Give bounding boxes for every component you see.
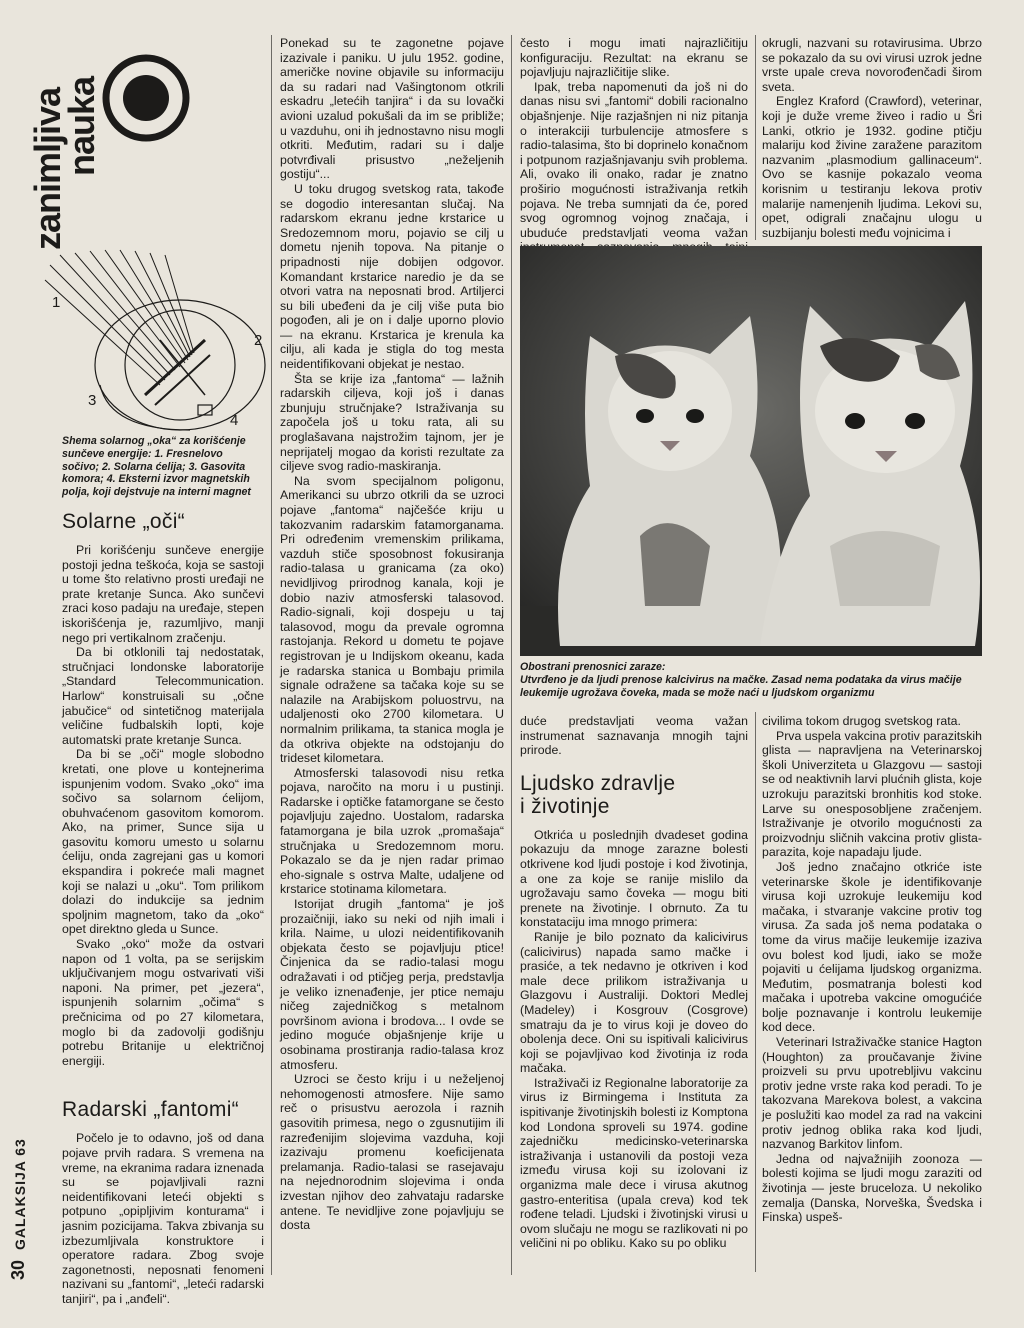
paragraph: okrugli, nazvani su rotavirusima. Ubrzo se pokazalo da su ovi virusi uzrok jedne vrste upale creva novorođenčadi širom sveta. — [762, 36, 982, 94]
paragraph: Jedna od najvažnijih zoonoza — bolesti kojima se ljudi mogu zaraziti od životinja — jeste bruceloza. U nekoliko zemalja (Danska, Norveška, Švedska i Finska) uspeš- — [762, 1151, 982, 1225]
paragraph: često i mogu imati najrazličitiju konfiguraciju. Rezultat: na ekranu se pojavljuju najrazličitije slike. — [520, 36, 748, 80]
paragraph: Uzroci se često kriju i u neželjenoj nehomogenosti atmosfere. Nije samo reč o prisustvu aerozola i raznih gasovitih primesa, nego o zgusnutijim ili razređenijim slojevima vazduha, koji izazivaju promenu koeficijenata prelamanja. Radio-talasi se rasejavaju na nejednorodnim slojevima i onda izvestan njihov deo zahvataju radarske antene. Te nevidljive zone pojavljuju se dosta — [280, 1072, 504, 1233]
column-4-top — [762, 36, 982, 240]
paragraph: U toku drugog svetskog rata, takođe se dogodio interesantan slučaj. Na radarskom ekranu jedne krstarice u Sredozemnom moru, pojavio se cilj u dometu njenih topova. Na pitanje o pripadnosti nije dobijen odgovor. Komandant krstarice naredio je da se otvori vatra na neposnati brod. Artiljerci su bili ubeđeni da je cilj više puta bio pogođen, ali je on i dalje uporno plovio — na ekranu. Krstarica je krenula ka cilju, ali kada je stigla do tog mesta neidentifikovani objekat je nestao. — [280, 181, 504, 372]
column-3-top — [520, 36, 748, 240]
paragraph: Otkrića u poslednjih dvadeset godina pokazuju da mnoge zarazne bolesti otkrivene kod ljudi postoje i kod životinja, a one za koje se ranije mislilo da ugrožavaju samo čoveka — mogu biti prenete na životinje. I obrnuto. Za tu konstataciju ima mnogo primera: — [520, 827, 748, 930]
kittens-photo — [520, 246, 982, 656]
magazine-name: GALAKSIJA 63 — [12, 1138, 28, 1250]
paragraph: Svako „oko“ može da ostvari napon od 1 volta, pa se serijskim uključivanjem mogu ostvarivati viši naponi. Na primer, pet „jezera“, ispunjenih solarnim „očima“ s prečnicima od po 27 kilometara, moglo bi da zadovolji godišnju potrebu Britanije u električnoj energiji. — [62, 937, 264, 1068]
section-title — [27, 40, 102, 250]
diagram-label-2: 2 — [254, 332, 263, 349]
paragraph: duće predstavljati veoma važan instrumenat saznavanja mnogih tajni prirode. — [520, 714, 748, 758]
paragraph: Još jedno značajno otkriće iste veterinarske škole je identifikovanje virusa koji uzrokuje leukemiju kod mačaka, i stvaranje vakcine protiv tog virusa. Za sada još nema podataka o tome da virus mačije leukemije izaziva ovu bolest kod ljudi, iako se može pojaviti u ćelijama ljudskog organizma. Međutim, posmatranja bolesti kod mačaka i upotreba vakcine omogućiće bolje poznavanje i kontrolu leukemije kod dece. — [762, 859, 982, 1035]
diagram-label-3: 3 — [88, 392, 97, 409]
paragraph: Šta se krije iza „fantoma“ — lažnih radarskih ciljeva, koji još i danas zbunjuju stručnjake? Istraživanja su započela još u toku rata, ali su proglašavana najstrožim tajnom, jer je neprijatelj mogao da koristi rezultate za ciljeve svog radio-maskiranja. — [280, 371, 504, 474]
paragraph: Počelo je to odavno, još od dana pojave prvih radara. S vremena na vreme, na ekranima radara iznenada su se pojavljivali razni neidentifikovani leteći objekti s potpuno „opipljivim konturama“ i jasnim pozicijama. Takva zbivanja su izbezumljivala konstruktore i operatore radara. Zbog svoje zagonetnosti, neposnati fenomeni nazivani su „fantomi“, „leteći radarski tanjiri“, pa i „anđeli“. — [62, 1131, 264, 1306]
section-logo — [27, 40, 190, 250]
heading-line: Ljudsko zdravlje — [520, 771, 676, 795]
paragraph: Ponekad su te zagonetne pojave izazivale i paniku. U julu 1952. godine, američke novine objavile su informaciju da su radari nad Vašingtonom otkrili eskadru „letećih tanjira“ i da su lovački avioni uzalud pokušali da im se približe; u vazduhu, oni ih jednostavno nisu mogli otkriti. Međutim, radari su i dalje potvrđivali prisustvo „neželjenih gostiju“... — [280, 36, 504, 182]
photo-caption-text: Utvrđeno je da ljudi prenose kalcivirus na mačke. Zasad nema podataka da virus mačije leukemije ugrožava čoveka, mada se može naći u ljudskom organizmu — [520, 673, 962, 699]
diagram-label-1: 1 — [52, 294, 61, 311]
paragraph: Ipak, treba napomenuti da još ni do danas nisu svi „fantomi“ dobili racionalno objašnjenje. Nije razjašnjen ni niz pitanja o interakciji turbulencije atmosfere s radio-talasima, što bi doprinelo konačnom i potpunom razjašnjavanju svih problema. Ali, ovako ili onako, radar je znatno proširio mogućnosti istraživanja retkih pojava. Ne treba sumnjati da će, pored svog ogromnog vojnog značaja, i ubuduće predstavljati veoma važan — [520, 79, 748, 240]
heading-solar-eyes: Solarne „oči“ — [62, 510, 185, 533]
column-divider — [271, 35, 272, 1275]
diagram-caption: Shema solarnog „oka“ za korišćenje sunčeve energije: 1. Fresnelovo sočivo; 2. Solarna ćelija; 3. Gasovita komora; 4. Eksterni izvor magnetskih polja, koji dejstvuje na interni magnet — [62, 435, 251, 499]
column-divider — [755, 712, 756, 1272]
paragraph: Na svom specijalnom poligonu, Amerikanci su ubrzo otkrili da se uzroci pojave „fantoma“ najčešće kriju u takozvanim radarskim fatamorganama. Pri određenim vremenskim prilikama, vazduh stiče sposobnost fokusiranja radio-talasa u granicama (za oko) nevidljivog prirodnog kanala, koji je dobio naziv atmosferski talasovod. Radio-signali, koji dospeju u taj talasovod, mogu da prevale ogromna rastojanja. Rekord u dometu te pojave registrovan je u Indijskom okeanu, kada je radarska stanica u Bombaju primila signale odražene sa tačaka koje su se nalazile na Arabijskom poluostrvu, na udaljenosti oko 2700 kilometara. U normalnim prilikama, ta stanica mogla je da otkriva objekte na odstojanju do trideset kilometara. — [280, 473, 504, 766]
paragraph: Istraživači iz Regionalne laboratorije za virus iz Birmingema i Instituta za ispitivanje životinjskih bolesti iz Komptona kod Londona sproveli su 1974. godine zajedničku medicinsko-veterinarska istraživanja i ustanovili da postoji veza između virusa koji su izolovani iz organizma male dece i virusa akutnog gastro-enteritisa (upala creva) kod tek rođene teladi. Ljudski i životinjski virusi u ovom slučaju ne mogu se razlikovati ni po veličini ni po obliku. Kako su po obliku — [520, 1075, 748, 1251]
paragraph: Atmosferski talasovodi nisu retka pojava, naročito na moru i u pustinji. Radarske i optičke fatamorgane se često pojavljuju zajedno. Uostalom, radarska fatamorgana je bila uzrok „promašaja“ stručnjaka u Sredozemnom moru. Pokazalo se da je njen radar primao eho-signale s ostrva Malte, udaljene od krstarice stotinama kilometara. — [280, 765, 504, 897]
heading-human-health — [520, 772, 748, 818]
paragraph: Veterinari Istraživačke stanice Hagton (Houghton) za proučavanje živine proizveli su prvu upotrebljivu vakcinu protiv jedne vrste raka kod peradi. To je takozvana Marekova bolest, a vakcina je poslužiti kao model za rad na vakcini protiv jednog oblika raka kod ljudi, nazvanog Barkitov linfom. — [762, 1035, 982, 1152]
paragraph: Pri korišćenju sunčeve energije postoji jedna teškoća, koja se sastoji u tome što relativno prosti uređaji ne prate kretanje Sunca. Ako sunčevi zraci koso padaju na uređaje, stepen iskorišćenja je, razumljivo, manji nego pri vertikalnom zračenju. — [62, 543, 264, 645]
page-number: 30 — [8, 1259, 28, 1280]
column-1 — [62, 504, 264, 1307]
heading-line: i životinje — [520, 794, 610, 818]
section-title-line1: zanimljiva — [27, 87, 68, 250]
column-3-bottom — [520, 714, 748, 1251]
column-divider — [755, 35, 756, 240]
photo-caption — [520, 661, 982, 699]
column-4-bottom — [762, 714, 982, 1225]
solar-eye-diagram — [30, 245, 270, 445]
diagram-label-4: 4 — [230, 412, 239, 429]
column-2 — [280, 36, 504, 1233]
paragraph: civilima tokom drugog svetskog rata. — [762, 714, 961, 728]
eye-logo-icon — [100, 50, 250, 170]
paragraph: Prva uspela vakcina protiv parazitskih glista — napravljena na Veterinarskoj školi Univerziteta u Glazgovu — sastoji se od neaktivnih larvi plućnih glista, koje uzrokuju parazitski bronhitis kod stoke. Larve su onesposobljene zračenjem. Istraživanje je otvorilo mogućnosti za proizvodnju sličnih vakcina protiv glista-parazita, koje napadaju ljude. — [762, 728, 982, 860]
paragraph: Ranije je bilo poznato da kalicivirus (calicivirus) napada samo mačke i prasiće, a tek nedavno je otkriven i kod male dece prilikom istraživanja u Glazgovu i Australiji. Doktori Medlej (Madeley) i Kosgrouv (Cosgrove) smatraju da je to virus koji je doveo do obolenja dece. Oni su ispitivali kalicivirus koji se pojavljivao kod životinja iz roda mačaka. — [520, 929, 748, 1076]
paragraph: Da bi otklonili taj nedostatak, stručnjaci londonske laboratorije „Standard Telecommunication. Harlow“ konstruisali su „očne jabučice“ od sintetičnog materijala veličine fudbalskih lopti, koje automatski prate kretanje Sunca. — [62, 645, 264, 747]
paragraph: Da bi se „oči“ mogle slobodno kretati, one plove u kontejnerima ispunjenim vodom. Svako „oko“ ima sočivo sa solarnom ćelijom, obuhvaćenom gasovitom komorom. Ako, na primer, Sunce sija u gasovitu komoru umesto u solarnu ćeliju, onda zagrejani gas u komori ekspandira i pokreće mali magnet koji se nalazi u „oku“. Tom prilikom dolazi do indukcije sa jednim spoljnim magnetom, tako da „oko“ opet direktno gleda u Sunce. — [62, 747, 264, 937]
column-divider — [511, 35, 512, 1275]
photo-caption-title: Obostrani prenosnici zaraze: — [520, 661, 666, 673]
paragraph: Englez Kraford (Crawford), veterinar, koji je duže vreme živeo i radio u Šri Lanki, otkrio je 1932. godine ptičju malariju kod živine zaražene parazitom nazvanim „plasmodium gallinaceum“. Ovo se kasnije pokazalo veoma korisnim u testiranju lekova protiv malarije namenjenih ljudima. Lekovi su, opet, odigrali značajnu ulogu u suzbijanju bolesti među vojnicima i — [762, 94, 982, 240]
paragraph: Istorijat drugih „fantoma“ je još prozaičniji, iako su neki od njih imali i krila. Naime, u ulozi neidentifikovanih objekata često se pojavljuju ptice! Činjenica da se radio-talasi mogu odražavati i od ptičjeg perja, predstavlja je veliko iznenađenje, jer ptice nemaju ničeg zajedničkog s metalnom površinom aviona i brodova... I ovde se jedino moguće objašnjenje krije u osobinama prostiranja radio-talasa kroz atmosferu. — [280, 897, 504, 1072]
heading-radar-phantoms: Radarski „fantomi“ — [62, 1098, 239, 1122]
kittens-image-icon — [520, 246, 982, 656]
section-title-line2: nauka — [61, 76, 102, 176]
